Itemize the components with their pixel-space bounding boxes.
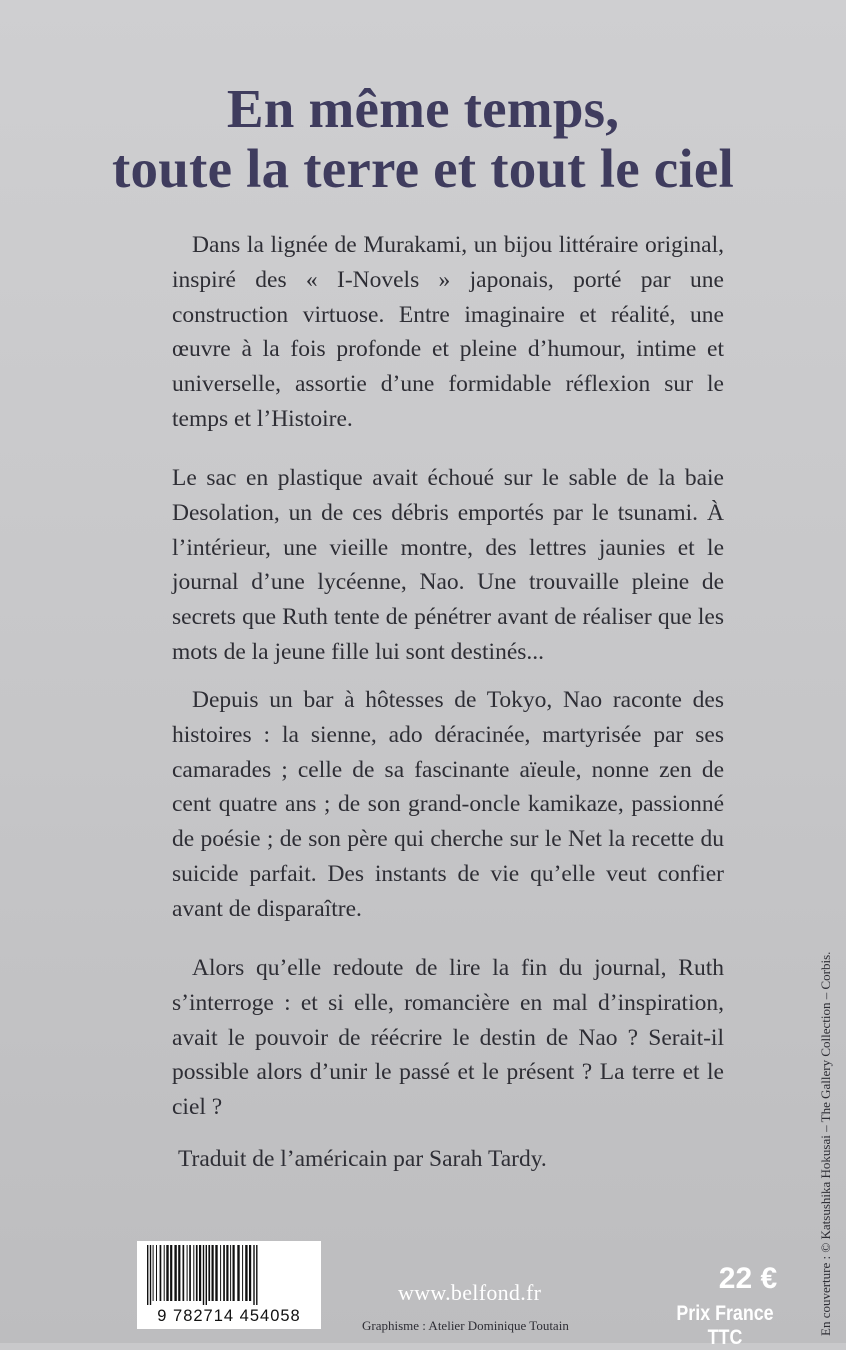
blurb-paragraph-1: Dans la lignée de Murakami, un bijou littéraire original, inspiré des « I-Novels » japonais, porté par une construction virtuose. Entre imaginaire et réalité, une œuvre à la fois profonde et pleine d’humour, intime et universelle, assortie d’une formidable réflexion sur le temps et l’Histoire. — [172, 232, 724, 432]
barcode-bar — [150, 1245, 151, 1305]
barcode-bar — [206, 1245, 207, 1305]
publisher-website: www.belfond.fr — [398, 1280, 542, 1305]
barcode-bar — [237, 1245, 239, 1301]
barcode-bar — [160, 1245, 162, 1301]
barcode-bar — [212, 1245, 214, 1301]
barcode-bar — [187, 1245, 188, 1301]
barcode — [137, 1241, 321, 1329]
barcode-bar — [189, 1245, 191, 1301]
price-label: Prix France TTC — [676, 1302, 774, 1349]
barcode-bar — [183, 1245, 185, 1301]
cover-image-credit: En couverture : © Katsushika Hokusai – The Gallery Collection – Corbis. — [818, 951, 833, 1336]
barcode-bar — [226, 1245, 228, 1301]
barcode-bar — [245, 1245, 247, 1301]
title-line-2: toute la terre et tout le ciel — [112, 138, 734, 199]
barcode-bar — [174, 1245, 176, 1301]
barcode-bar — [153, 1245, 154, 1301]
barcode-bar — [196, 1245, 198, 1301]
translator-credit: Traduit de l’américain par Sarah Tardy. — [178, 1146, 547, 1172]
barcode-bar — [256, 1245, 257, 1305]
design-credit: Graphisme : Atelier Dominique Toutain — [362, 1318, 569, 1333]
barcode-bar — [208, 1245, 210, 1301]
barcode-bar — [178, 1245, 180, 1301]
barcode-bar — [156, 1245, 157, 1301]
isbn-number: 9 782714 454058 — [157, 1307, 301, 1325]
barcode-bars — [143, 1245, 315, 1305]
barcode-bar — [249, 1245, 251, 1301]
barcode-bar — [199, 1245, 201, 1301]
barcode-bar — [193, 1245, 194, 1301]
barcode-bar — [147, 1245, 148, 1305]
blurb-paragraph-3: Depuis un bar à hôtesses de Tokyo, Nao raconte des histoires : la sienne, ado déracinée, martyrisée par ses camarades ; celle de sa fascinante aïeule, nonne zen de cent quatre ans ; de son grand-oncle kamikaze, passionné de poésie ; de son père qui cherche sur le Net la recette du suicide parfait. Des instants de vie qu’elle veut confier avant de disparaître. — [172, 687, 724, 922]
blurb-paragraph-4: Alors qu’elle redoute de lire la fin du journal, Ruth s’interroge : et si elle, romancière en mal d’inspiration, avait le pouvoir de réécrire le destin de Nao ? Serait-il possible alors d’unir le passé et le présent ? La terre et le ciel ? — [172, 955, 724, 1121]
barcode-bar — [242, 1245, 243, 1301]
barcode-bar — [233, 1245, 235, 1301]
barcode-bar — [215, 1245, 217, 1301]
barcode-bar — [253, 1245, 254, 1305]
blurb-paragraph-2: Le sac en plastique avait échoué sur le sable de la baie Desolation, un de ces débris emportés par le tsunami. À l’intérieur, une vieille montre, des lettres jaunies et le journal d’une lycéenne, Nao. Une trouvaille pleine de secrets que Ruth tente de pénétrer avant de réaliser que les mots de la jeune fille lui sont destinés... — [172, 465, 724, 665]
barcode-bar — [223, 1245, 225, 1301]
barcode-bar — [230, 1245, 231, 1301]
barcode-bar — [170, 1245, 172, 1301]
barcode-bar — [203, 1245, 204, 1305]
barcode-bar — [220, 1245, 221, 1301]
barcode-bar — [166, 1245, 168, 1301]
title-line-1: En même temps, — [226, 78, 620, 139]
barcode-bar — [164, 1245, 165, 1301]
price: 22 € — [718, 1262, 778, 1295]
